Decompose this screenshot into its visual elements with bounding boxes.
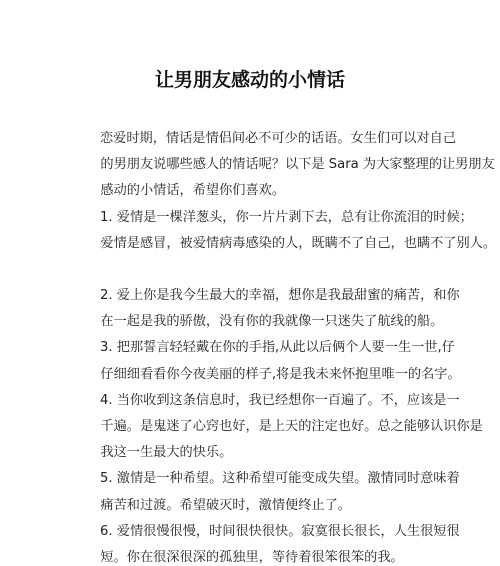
- text-line: 短。你在很深很深的孤独里，等待着很笨很笨的我。: [100, 550, 404, 566]
- text-line: 1. 爱情是一棵洋葱头，你一片片剥下去，总有让你流泪的时候；: [100, 209, 473, 225]
- text-line: 3. 把那誓言轻轻戴在你的手指,从此以后俩个人要一生一世,仔: [100, 340, 455, 356]
- paragraph-item-1: [74, 205, 497, 257]
- text-line: 6. 爱情很慢很慢，时间很快很快。寂寞很长很长，人生很短很: [100, 523, 460, 539]
- text-line: 恋爱时期，情话是情侣间必不可少的话语。女生们可以对自己: [100, 131, 457, 146]
- document-body: [74, 126, 497, 566]
- text-line: 的男朋友说哪些感人的情话呢？以下是 Sara 为大家整理的让男朋友: [100, 157, 495, 173]
- paragraph-item-3: [74, 335, 461, 387]
- text-line: 仔细细看看你今夜美丽的样子,将是我未来怀抱里唯一的名字。: [100, 366, 461, 382]
- paragraph-item-5: [74, 466, 460, 518]
- text-line: 痛苦和过渡。希望破灭时，激情便终止了。: [100, 497, 351, 513]
- text-line: 感动的小情话，希望你们喜欢。: [100, 183, 286, 199]
- paragraph-item-6: [74, 519, 460, 566]
- document-title: 让男朋友感动的小情话: [154, 69, 345, 91]
- blank-spacer: [74, 257, 434, 283]
- paragraph-intro: [74, 126, 495, 205]
- text-line: 千遍。是鬼迷了心窍也好，是上天的注定也好。总之能够认识你是: [100, 419, 483, 435]
- text-line: 爱情是感冒，被爱情病毒感染的人，既瞒不了自己，也瞒不了别人。: [100, 235, 497, 251]
- text-line: 我这一生最大的快乐。: [100, 445, 233, 461]
- text-line: 在一起是我的骄傲，没有你的我就像一只迷失了航线的船。: [100, 314, 444, 330]
- text-line: 4. 当你收到这条信息时，我已经想你一百遍了。不，应该是一: [100, 392, 460, 408]
- paragraph-item-4: [74, 388, 483, 467]
- text-line: 5. 激情是一种希望。这种希望可能变成失望。激情同时意味着: [100, 471, 460, 487]
- text-line: 2. 爱上你是我今生最大的幸福，想你是我最甜蜜的痛苦，和你: [100, 288, 460, 304]
- paragraph-item-2: [74, 283, 460, 335]
